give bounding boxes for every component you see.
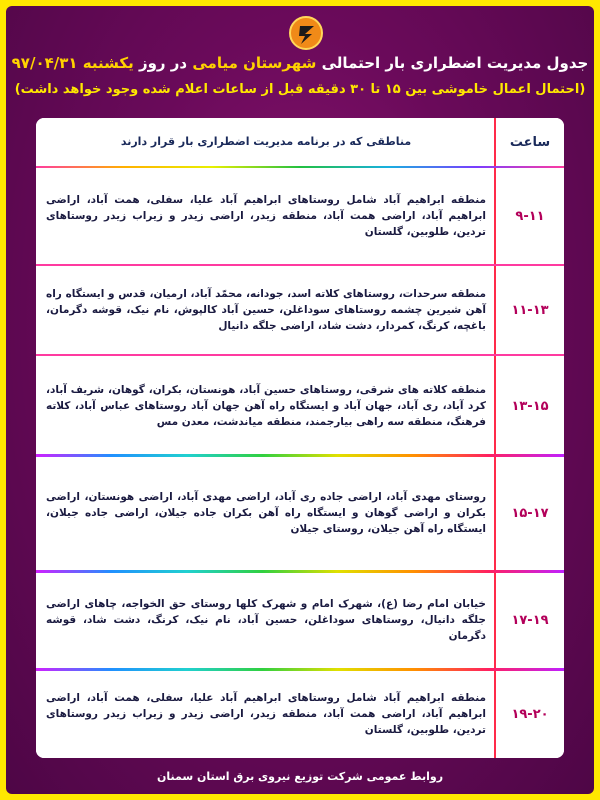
row-areas-text: منطقه کلاته های شرقی، روستاهای حسین آباد، هونستان، بکران، گوهان، شریف آباد، کرد آباد، ری آباد، جهان آباد و ایستگاه راه آهن جهان آباد روستاهای عباس آباد، کلاته فرهنگ، منطقه سه راهی بیارجمند، منطقه میاندشت، معدن مس <box>46 384 486 428</box>
row-areas-text: منطقه ابراهیم آباد شامل روستاهای ابراهیم آباد علیا، سفلی، همت آباد، اراضی ابراهیم آباد، اراضی همت آباد، منطقه زیدر، اراضی زیدر و زیراب زیدر روستاهای تردین، طلوبین، گلستان <box>46 194 486 238</box>
table-header-row <box>36 118 564 166</box>
row-time: ۱۱-۱۳ <box>511 302 549 318</box>
row-areas <box>46 572 486 668</box>
power-company-logo-icon <box>289 16 323 50</box>
table-row <box>36 354 564 456</box>
row-time: ۱۵-۱۷ <box>511 505 549 521</box>
page-title <box>6 54 594 72</box>
row-areas <box>46 168 486 264</box>
title-city: شهرستان میامی <box>192 54 317 72</box>
row-areas-text: روستای مهدی آباد، اراضی جاده ری آباد، اراضی مهدی آباد، اراضی هونستان، اراضی بکران و اراضی گوهان و ایستگاه راه آهن بکران جاده جیلان، اراضی جاده جیلان، ایستگاه راه آهن جیلان، روستای جیلان <box>46 491 486 535</box>
row-time: ۱۳-۱۵ <box>511 398 549 414</box>
row-areas-text: منطقه ابراهیم آباد شامل روستاهای ابراهیم آباد علیا، سفلی، همت آباد، اراضی ابراهیم آباد، اراضی همت آباد، منطقه زیدر، اراضی زیدر و زیراب زیدر روستاهای تردین، طلوبین، گلستان <box>46 692 486 736</box>
table-row <box>36 572 564 668</box>
title-part1: جدول مدیریت اضطراری بار احتمالی <box>321 54 589 72</box>
table-row <box>36 264 564 354</box>
row-time: ۱۹-۲۰ <box>511 706 549 722</box>
table-row <box>36 456 564 570</box>
row-time: ۹-۱۱ <box>515 208 545 224</box>
title-date: یکشنبه ۹۷/۰۴/۳۱ <box>11 54 134 72</box>
page-subtitle: (احتمال اعمال خاموشی بین ۱۵ تا ۳۰ دقیقه قبل از ساعات اعلام شده وجود خواهد داشت) <box>14 82 586 97</box>
title-part2: در روز <box>138 54 188 72</box>
header-time: ساعت <box>509 134 551 150</box>
row-areas <box>46 266 486 354</box>
header-areas <box>46 118 486 166</box>
row-areas-text: منطقه سرحدات، روستاهای کلاته اسد، جودانه، محمّد آباد، ارمیان، قدس و ایستگاه راه آهن شیرین چشمه روستاهای سوداغلن، حسین آباد کالپوش، نام نیک، قوشه دگرمان، باغچه، کرنگ، کمردار، دشت شاد، اراضی جلگه دانیال <box>46 288 486 332</box>
row-time: ۱۷-۱۹ <box>511 612 549 628</box>
table-row <box>36 168 564 264</box>
header-areas-label: مناطقی که در برنامه مدیریت اضطراری بار قرار دارند <box>120 135 412 148</box>
row-areas <box>46 456 486 570</box>
footer-credit: روابط عمومی شرکت توزیع نیروی برق استان سمنان <box>156 770 444 783</box>
table-row <box>36 670 564 758</box>
row-areas <box>46 356 486 456</box>
row-areas-text: خیابان امام رضا (ع)، شهرک امام و شهرک کلها روستای حق الخواجه، چاهای اراضی جلگه دانیال، روستاهای سوداغلن، حسین آباد، نام نیک، کرنگ، دشت شاد، قوشه دگرمان <box>46 598 486 642</box>
poster <box>6 6 594 794</box>
row-areas <box>46 670 486 758</box>
schedule-table <box>36 118 564 758</box>
